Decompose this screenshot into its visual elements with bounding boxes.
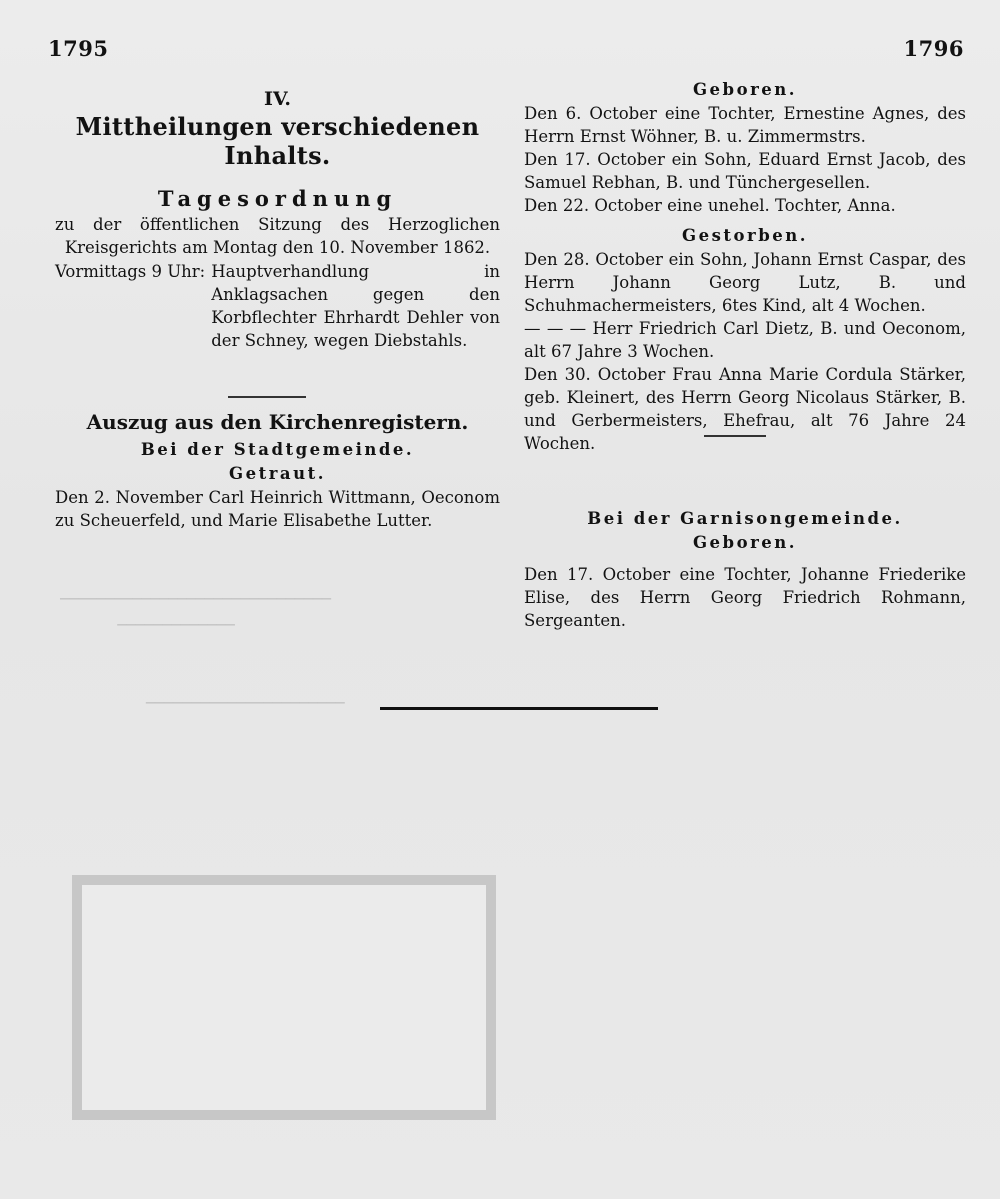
section-number: IV. bbox=[264, 88, 291, 110]
death-entry: Den 30. October Frau Anna Marie Cordula Stärker, geb. Kleinert, des Herrn Georg Nicolaus Stärker, B. und Gerbermeisters, Ehefrau, alt 76 Jahre 24 Wochen. bbox=[524, 365, 966, 453]
agenda-item-time: Vormittags 9 Uhr: bbox=[55, 262, 206, 281]
garrison-birth-entry: Den 17. October eine Tochter, Johanne Friederike Elise, des Herrn Georg Friedrich Rohmann, Sergeanten. bbox=[524, 565, 966, 630]
agenda-intro-text: zu der öffentlichen Sitzung des Herzoglichen Kreisgerichts am Montag den 10. November 1862. bbox=[55, 215, 500, 257]
birth-entry: Den 6. October eine Tochter, Ernestine Agnes, des Herrn Ernst Wöhner, B. u. Zimmermstrs. bbox=[524, 104, 966, 146]
page-end-rule bbox=[380, 707, 658, 710]
deceased-heading: Gestorben. bbox=[682, 226, 808, 245]
birth-entry: Den 22. October eine unehel. Tochter, Anna. bbox=[524, 196, 896, 215]
agenda-heading: Tagesordnung bbox=[157, 186, 398, 211]
bordered-notice-box bbox=[72, 875, 496, 1120]
birth-entry: Den 17. October ein Sohn, Eduard Ernst Jacob, des Samuel Rebhan, B. und Tünchergesellen. bbox=[524, 150, 966, 192]
page-number-left: 1795 bbox=[48, 36, 109, 61]
married-heading: Getraut. bbox=[229, 464, 326, 483]
divider-rule bbox=[704, 435, 766, 437]
marriage-entry: Den 2. November Carl Heinrich Wittmann, Oeconom zu Scheuerfeld, und Marie Elisabethe Lutter. bbox=[55, 488, 500, 530]
divider-rule bbox=[228, 396, 306, 398]
born-heading: Geboren. bbox=[692, 80, 798, 99]
agenda-item-text: Hauptverhandlung in Anklagsachen gegen den Korbflechter Ehrhardt Dehler von der Schney, wegen Diebstahls. bbox=[211, 262, 500, 350]
page-number-right: 1796 bbox=[903, 36, 964, 61]
right-column bbox=[524, 78, 966, 632]
left-column bbox=[55, 88, 500, 532]
section-title: Mittheilungen verschiedenen Inhalts. bbox=[75, 112, 480, 170]
agenda-item bbox=[55, 260, 500, 352]
agenda-intro bbox=[55, 213, 500, 259]
death-entry: Den 28. October ein Sohn, Johann Ernst Caspar, des Herrn Johann Georg Lutz, B. und Schuhmachermeisters, 6tes Kind, alt 4 Wochen. bbox=[524, 250, 966, 315]
garrison-born-heading: Geboren. bbox=[692, 533, 798, 552]
city-parish-heading: Bei der Stadtgemeinde. bbox=[140, 440, 415, 459]
bleed-through-left: ────────────────────────────── ───────────── ────────────────────── bbox=[60, 590, 345, 712]
church-register-heading: Auszug aus den Kirchenregistern. bbox=[86, 410, 469, 434]
death-entry: — — — Herr Friedrich Carl Dietz, B. und Oeconom, alt 67 Jahre 3 Wochen. bbox=[524, 319, 966, 361]
garrison-parish-heading: Bei der Garnisongemeinde. bbox=[587, 509, 903, 528]
